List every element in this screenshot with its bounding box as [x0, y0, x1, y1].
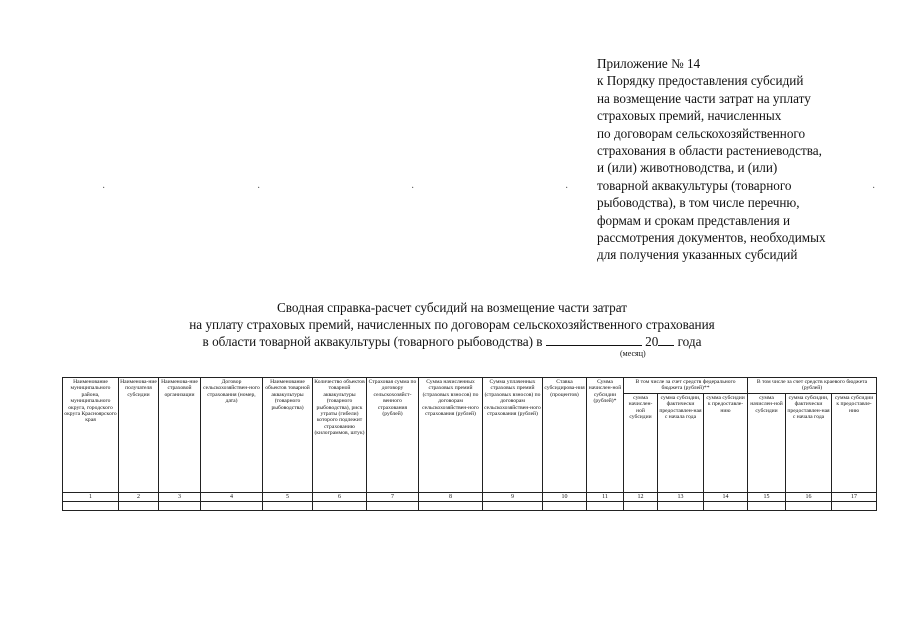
- empty-cell: [786, 501, 832, 510]
- column-number: 13: [658, 492, 704, 501]
- appendix-line: рассмотрения документов, необходимых: [597, 230, 826, 246]
- column-number: 11: [587, 492, 624, 501]
- empty-cell: [587, 501, 624, 510]
- scan-speck: ·: [872, 183, 876, 194]
- table-header-cell: Наименование муниципального района, муниципального округа, городского округа Красноярского края: [63, 378, 119, 493]
- title-line-2: на уплату страховых премий, начисленных по договорам сельскохозяйственного страхования: [189, 317, 715, 333]
- empty-cell: [624, 501, 658, 510]
- column-number: 16: [786, 492, 832, 501]
- column-number: 9: [483, 492, 543, 501]
- column-number: 10: [543, 492, 587, 501]
- column-number: 5: [263, 492, 313, 501]
- appendix-line: страхования в области растениеводства,: [597, 143, 822, 159]
- column-number: 12: [624, 492, 658, 501]
- empty-cell: [832, 501, 877, 510]
- header-row-top: [63, 378, 877, 394]
- empty-cell: [159, 501, 201, 510]
- table-subheader-cell: сумма субсидии, фактически предоставлен-ная с начала года: [786, 393, 832, 492]
- title-line-3-suffix: года: [677, 334, 702, 350]
- title-line-3-prefix: в области товарной аквакультуры (товарного рыбоводства) в: [202, 334, 543, 350]
- scan-speck: ·: [411, 183, 415, 194]
- appendix-line: на возмещение части затрат на уплату: [597, 90, 811, 106]
- month-blank: [546, 333, 642, 346]
- scan-speck: ·: [565, 183, 569, 194]
- column-number: 4: [201, 492, 263, 501]
- empty-cell: [201, 501, 263, 510]
- appendix-line: для получения указанных субсидий: [597, 247, 798, 263]
- appendix-line: формам и срокам представления и: [597, 212, 791, 228]
- empty-cell: [658, 501, 704, 510]
- scan-speck: ·: [102, 183, 106, 194]
- column-number: 17: [832, 492, 877, 501]
- scan-speck: ·: [257, 183, 261, 194]
- empty-cell: [704, 501, 748, 510]
- table-subheader-cell: сумма субсидии, фактически предоставлен-ная с начала года: [658, 393, 704, 492]
- appendix-line: товарной аквакультуры (товарного: [597, 177, 792, 193]
- table-row-empty: [63, 501, 877, 510]
- appendix-line: по договорам сельскохозяйственного: [597, 125, 806, 141]
- table-subheader-cell: сумма субсидии к предоставле-нию: [704, 393, 748, 492]
- empty-cell: [483, 501, 543, 510]
- appendix-line: Приложение № 14: [597, 56, 701, 71]
- column-number: 7: [367, 492, 419, 501]
- table-header-cell: Наименова-ние страховой организации: [159, 378, 201, 493]
- appendix-block: [597, 55, 887, 264]
- empty-cell: [119, 501, 159, 510]
- table-header-cell: Количество объектов товарной аквакультуры (товарного рыбоводства), риск утраты (гибели) которого подлежит страхованию (килограммов, штук): [313, 378, 367, 493]
- year-prefix: 20: [645, 334, 659, 350]
- title-line-3: [0, 333, 904, 350]
- column-number: 15: [748, 492, 786, 501]
- column-number: 8: [419, 492, 483, 501]
- column-number: 2: [119, 492, 159, 501]
- table-subheader-cell: сумма начислен-ной субсидии: [624, 393, 658, 492]
- column-number-row: [63, 492, 877, 501]
- regional-group-header: В том числе за счет средств краевого бюджета (рублей): [748, 378, 877, 394]
- appendix-line: страховых премий, начисленных: [597, 108, 782, 124]
- column-number: 1: [63, 492, 119, 501]
- month-caption: (месяц): [620, 349, 646, 358]
- empty-cell: [543, 501, 587, 510]
- subsidy-table: [62, 377, 877, 511]
- table-header-cell: Сумма начислен-ной субсидии (рублей)*: [587, 378, 624, 493]
- appendix-line: рыбоводства), в том числе перечню,: [597, 195, 800, 211]
- table-header-cell: Ставка субсидирова-ния (процентов): [543, 378, 587, 493]
- empty-cell: [63, 501, 119, 510]
- column-number: 14: [704, 492, 748, 501]
- federal-group-header: В том числе за счет средств федерального бюджета (рублей)**: [624, 378, 748, 394]
- appendix-line: и (или) животноводства, и (или): [597, 160, 778, 176]
- table-header-cell: Страховая сумма по договору сельскохозяйст-венного страхования (рублей): [367, 378, 419, 493]
- empty-cell: [367, 501, 419, 510]
- title-line-1: Сводная справка-расчет субсидий на возмещение части затрат: [277, 300, 627, 315]
- table-header-cell: Сумма уплаченных страховых премий (страховых взносов) по договорам сельскохозяйствен-ного страхования (рублей): [483, 378, 543, 493]
- table-header-cell: Сумма начисленных страховых премий (страховых взносов) по договорам сельскохозяйствен-ного страхования (рублей): [419, 378, 483, 493]
- empty-cell: [748, 501, 786, 510]
- table-header-cell: Наименова-ние получателя субсидии: [119, 378, 159, 493]
- document-title: [0, 299, 904, 351]
- table-header-cell: Наименование объектов товарной аквакультуры (товарного рыбоводства): [263, 378, 313, 493]
- table-subheader-cell: сумма начислен-ной субсидии: [748, 393, 786, 492]
- appendix-line: к Порядку предоставления субсидий: [597, 73, 804, 89]
- column-number: 3: [159, 492, 201, 501]
- empty-cell: [419, 501, 483, 510]
- table-subheader-cell: сумма субсидии к предоставле-нию: [832, 393, 877, 492]
- column-number: 6: [313, 492, 367, 501]
- year-blank: [658, 333, 674, 346]
- empty-cell: [313, 501, 367, 510]
- empty-cell: [263, 501, 313, 510]
- table-header-cell: Договор сельскохозяйствен-ного страхования (номер, дата): [201, 378, 263, 493]
